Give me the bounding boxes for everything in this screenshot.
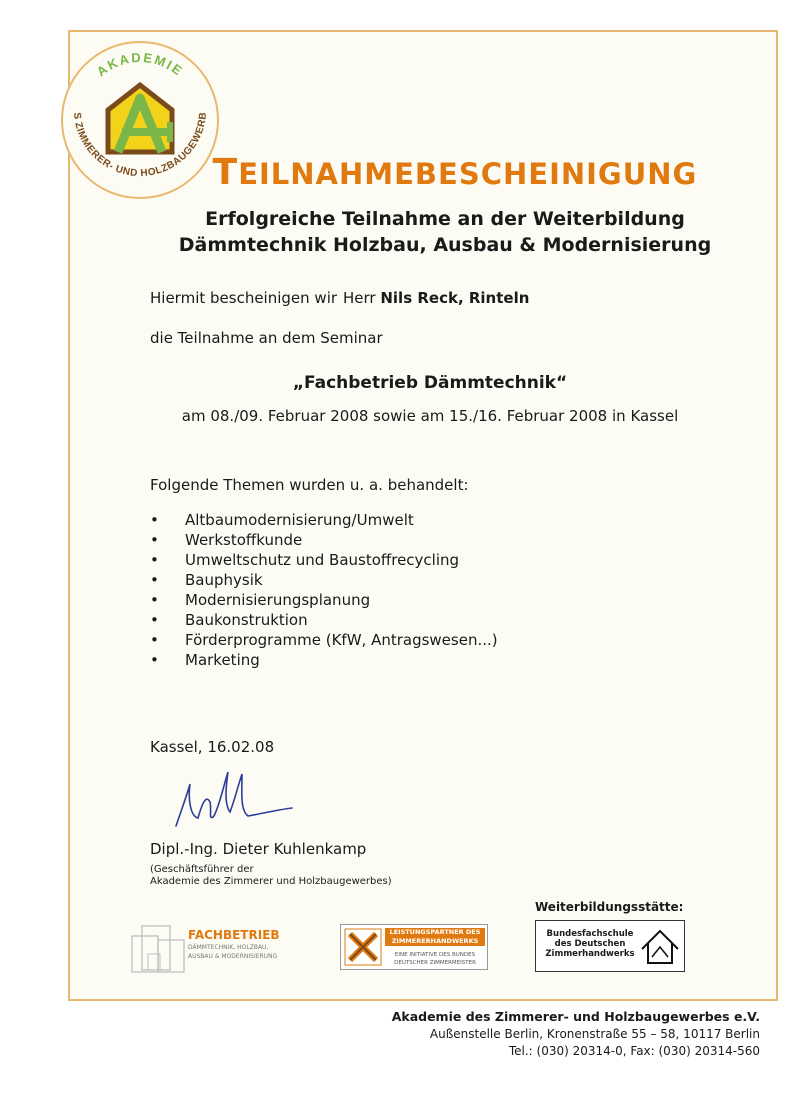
title-initial: T [212, 152, 239, 193]
leistung-line-2: ZIMMERERHANDWERKS [391, 937, 479, 945]
leistung-line-1: LEISTUNGSPARTNER DES [389, 928, 481, 936]
participant [343, 289, 529, 307]
footer-contact: Tel.: (030) 20314-0, Fax: (030) 20314-560 [508, 1044, 760, 1058]
topic-item: • Modernisierungsplanung [150, 590, 498, 610]
leistungspartner-badge [340, 924, 488, 970]
title-rest: EILNAHMEBESCHEINIGUNG [238, 157, 698, 191]
signatory-role-line-2: Akademie des Zimmerer und Holzbaugewerbes) [150, 876, 392, 887]
topic-item: • Förderprogramme (KfW, Antragswesen...) [150, 630, 498, 650]
participation-text: die Teilnahme an dem Seminar [150, 329, 383, 347]
leistung-line-3: EINE INITIATIVE DES BUNDES [394, 952, 476, 958]
weiterbildung-label: Weiterbildungsstätte: [535, 900, 684, 914]
footer-org: Akademie des Zimmerer- und Holzbaugewerbes e.V. [391, 1009, 760, 1024]
topic-item: • Umweltschutz und Baustoffrecycling [150, 550, 498, 570]
subtitle-line-2: Dämmtechnik Holzbau, Ausbau & Modernisierung [178, 234, 712, 256]
fachbetrieb-title: FACHBETRIEB [188, 928, 280, 942]
bundesfachschule-house-icon [640, 927, 680, 967]
signature [168, 764, 298, 834]
topic-item: • Bauphysik [150, 570, 498, 590]
topic-item: • Altbaumodernisierung/Umwelt [150, 510, 498, 530]
fachbetrieb-badge [128, 920, 290, 975]
logo-ring-top: AKADEMIE [93, 49, 187, 80]
name-prefix: Herr [343, 289, 376, 307]
signatory-role-line-1: (Geschäftsführer der [150, 864, 254, 875]
fachbetrieb-line-1: DÄMMTECHNIK, HOLZBAU, [188, 944, 269, 951]
participant-name: Nils Reck, Rinteln [380, 289, 530, 307]
topic-item: • Baukonstruktion [150, 610, 498, 630]
seminar-dates: am 08./09. Februar 2008 sowie am 15./16. Februar 2008 in Kassel [181, 407, 679, 425]
leistung-line-4: DEUTSCHER ZIMMERMEISTER [394, 960, 476, 966]
place-date: Kassel, 16.02.08 [150, 738, 275, 756]
bundes-line-2: des Deutschen [554, 939, 626, 949]
bundes-line-1: Bundesfachschule [546, 929, 634, 939]
topic-item: • Werkstoffkunde [150, 530, 498, 550]
topic-item: • Marketing [150, 650, 498, 670]
leistungspartner-cross-icon [344, 928, 382, 966]
certify-prefix: Hiermit bescheinigen wir [150, 289, 338, 307]
topics-intro: Folgende Themen wurden u. a. behandelt: [150, 476, 469, 494]
certificate-title [0, 152, 800, 193]
topics-list [150, 510, 498, 670]
signatory-name: Dipl.-Ing. Dieter Kuhlenkamp [150, 840, 367, 858]
seminar-title: „Fachbetrieb Dämmtechnik“ [292, 373, 568, 393]
subtitle-line-1: Erfolgreiche Teilnahme an der Weiterbildung [205, 208, 685, 230]
logo-ring-bottom: S ZIMMERER- UND HOLZBAUGEWERB [70, 111, 210, 180]
footer-address: Außenstelle Berlin, Kronenstraße 55 – 58, 10117 Berlin [429, 1027, 760, 1041]
bundesfachschule-badge [535, 920, 685, 972]
fachbetrieb-building-icon [128, 920, 190, 975]
bundes-line-3: Zimmerhandwerks [545, 949, 635, 959]
fachbetrieb-line-2: AUSBAU & MODERNISIERUNG [188, 953, 278, 960]
